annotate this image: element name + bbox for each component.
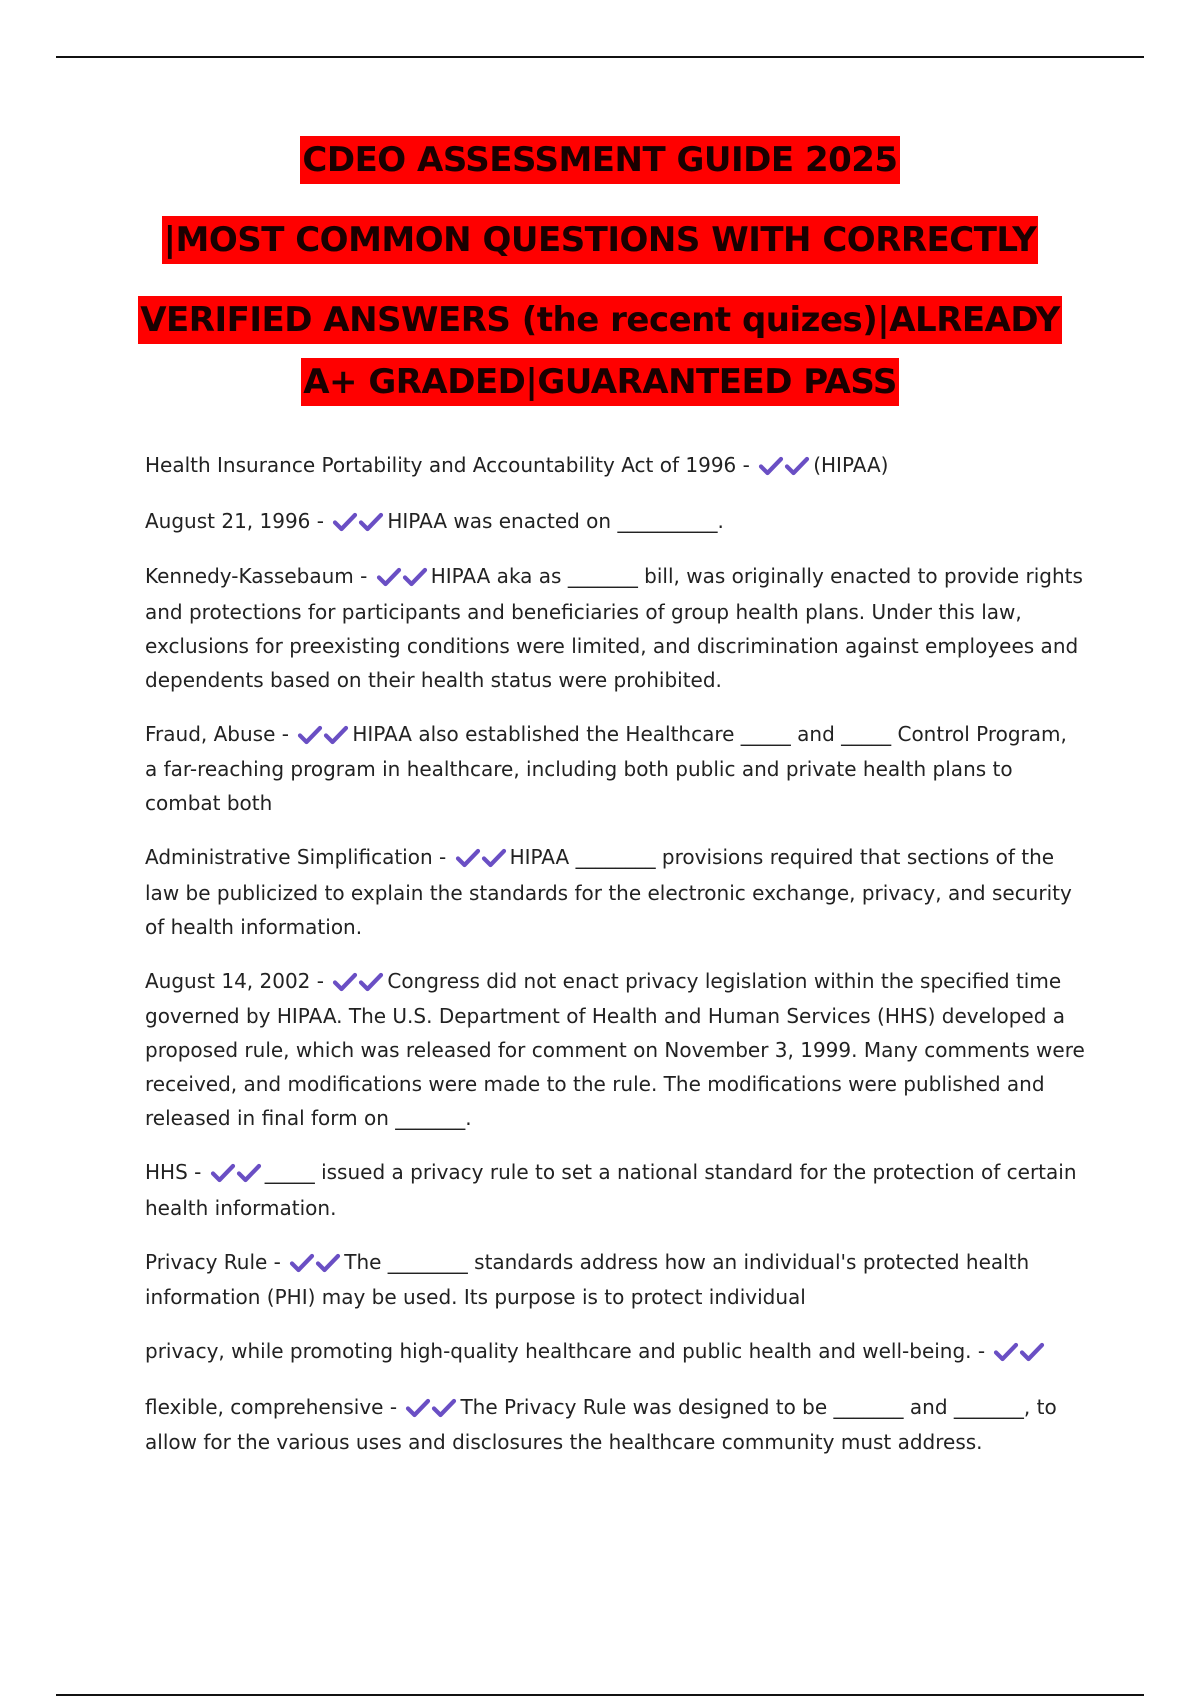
check-icon bbox=[405, 1397, 431, 1419]
answer-checks bbox=[376, 561, 428, 595]
qa-separator: - bbox=[736, 453, 757, 477]
answer-checks bbox=[405, 1391, 457, 1425]
qa-term: Health Insurance Portability and Accountability Act of 1996 bbox=[145, 453, 737, 477]
check-icon bbox=[210, 1162, 236, 1184]
qa-item bbox=[145, 559, 1085, 697]
qa-term: privacy, while promoting high-quality healthcare and public health and well-being. bbox=[145, 1339, 972, 1363]
qa-item bbox=[145, 504, 1085, 540]
qa-item bbox=[145, 448, 1085, 484]
title-line-4: A+ GRADED|GUARANTEED PASS bbox=[60, 362, 1140, 422]
qa-term: Fraud, Abuse bbox=[145, 721, 276, 746]
qa-item bbox=[145, 964, 1085, 1136]
answer-checks bbox=[332, 965, 384, 999]
document-title bbox=[60, 140, 1140, 422]
check-icon bbox=[358, 971, 384, 993]
qa-separator: - bbox=[187, 1160, 208, 1184]
check-icon bbox=[993, 1341, 1019, 1363]
qa-definition: Congress did not enact privacy legislation within the specified time governed by HIPAA. The U.S. Department of Health and Human Services (HHS) developed a proposed rule, which was released for comment on November 3, 1999. Many comments were received, and modifications were made to the rule. The modifications were published and released in final form on _______. bbox=[145, 968, 1085, 1130]
qa-term: flexible, comprehensive bbox=[145, 1394, 384, 1419]
title-line-1: CDEO ASSESSMENT GUIDE 2025 bbox=[60, 140, 1140, 220]
check-icon bbox=[297, 724, 323, 746]
qa-definition: HIPAA also established the Healthcare _____ and _____ Control Program, a far-reaching program in healthcare, including both public and private health plans to combat both bbox=[145, 721, 1067, 815]
qa-separator: - bbox=[275, 721, 296, 746]
qa-separator: - bbox=[353, 564, 374, 588]
qa-separator: - bbox=[267, 1249, 288, 1274]
qa-item bbox=[145, 1155, 1085, 1225]
check-icon bbox=[1019, 1341, 1045, 1363]
qa-definition: HIPAA was enacted on __________. bbox=[387, 508, 724, 533]
qa-item bbox=[145, 1245, 1085, 1315]
bottom-rule bbox=[56, 1694, 1144, 1696]
qa-separator: - bbox=[432, 845, 453, 869]
check-icon bbox=[455, 847, 481, 869]
qa-definition: (HIPAA) bbox=[813, 453, 889, 477]
qa-separator: - bbox=[310, 508, 331, 533]
check-icon bbox=[758, 455, 784, 477]
qa-separator: - bbox=[383, 1394, 404, 1419]
qa-term: Kennedy-Kassebaum bbox=[145, 564, 354, 588]
qa-definition: The ________ standards address how an individual's protected health information (PHI) may be used. Its purpose is to protect individual bbox=[145, 1249, 1030, 1309]
answer-checks bbox=[297, 718, 349, 752]
qa-separator: - bbox=[971, 1339, 992, 1363]
check-icon bbox=[376, 566, 402, 588]
check-icon bbox=[481, 847, 507, 869]
answer-checks bbox=[455, 842, 507, 876]
qa-term: Privacy Rule bbox=[145, 1249, 268, 1274]
qa-term: August 21, 1996 bbox=[145, 508, 311, 533]
qa-list bbox=[145, 448, 1085, 1479]
answer-checks bbox=[210, 1157, 262, 1191]
qa-term: August 14, 2002 bbox=[145, 968, 311, 993]
answer-checks bbox=[993, 1336, 1045, 1370]
check-icon bbox=[289, 1252, 315, 1274]
answer-checks bbox=[332, 505, 384, 539]
check-icon bbox=[332, 511, 358, 533]
check-icon bbox=[402, 566, 428, 588]
check-icon bbox=[315, 1252, 341, 1274]
top-rule bbox=[56, 56, 1144, 58]
qa-item bbox=[145, 717, 1085, 821]
check-icon bbox=[431, 1397, 457, 1419]
qa-definition: HIPAA ________ provisions required that sections of the law be publicized to explain the standards for the electronic exchange, privacy, and security of health information. bbox=[145, 845, 1072, 939]
qa-item bbox=[145, 1334, 1085, 1370]
check-icon bbox=[236, 1162, 262, 1184]
qa-item bbox=[145, 1390, 1085, 1460]
qa-definition: _____ issued a privacy rule to set a national standard for the protection of certain health information. bbox=[145, 1160, 1077, 1220]
qa-term: HHS bbox=[145, 1160, 188, 1184]
qa-item bbox=[145, 840, 1085, 944]
check-icon bbox=[358, 511, 384, 533]
title-line-2: |MOST COMMON QUESTIONS WITH CORRECTLY bbox=[60, 220, 1140, 300]
answer-checks bbox=[758, 450, 810, 484]
check-icon bbox=[332, 971, 358, 993]
qa-definition: The Privacy Rule was designed to be _______ and _______, to allow for the various uses and disclosures the healthcare community must address. bbox=[145, 1394, 1057, 1454]
check-icon bbox=[784, 455, 810, 477]
title-line-3: VERIFIED ANSWERS (the recent quizes)|ALREADY bbox=[60, 300, 1140, 362]
check-icon bbox=[323, 724, 349, 746]
qa-separator: - bbox=[310, 968, 331, 993]
qa-term: Administrative Simplification bbox=[145, 845, 433, 869]
qa-definition: HIPAA aka as _______ bill, was originally enacted to provide rights and protections for participants and beneficiaries of group health plans. Under this law, exclusions for preexisting conditions were limited, and discrimination against employees and dependents based on their health status were prohibited. bbox=[145, 564, 1083, 692]
answer-checks bbox=[289, 1246, 341, 1280]
